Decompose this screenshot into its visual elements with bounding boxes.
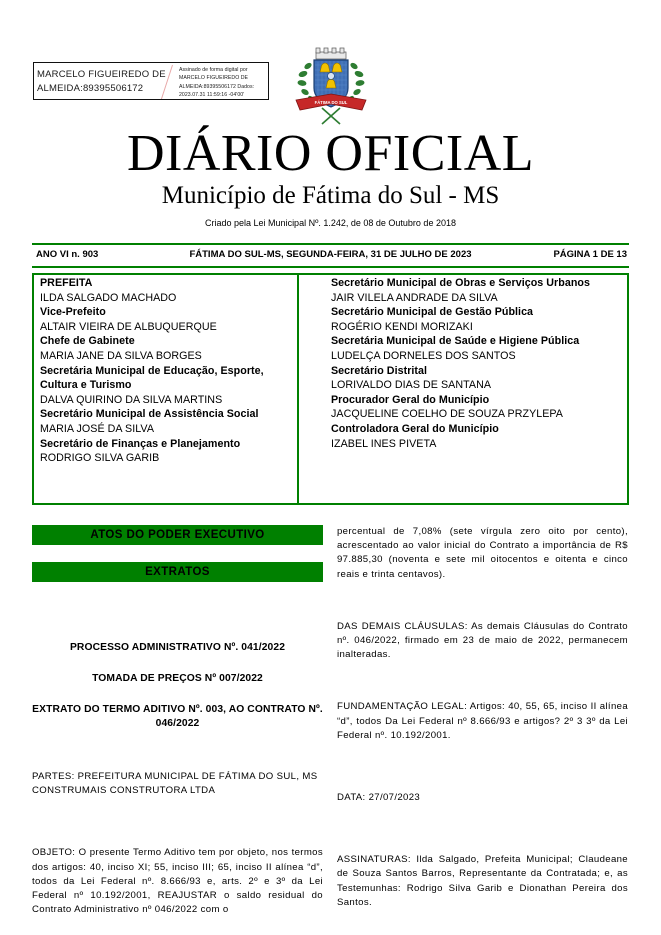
official-name: ROGÉRIO KENDI MORIZAKI — [331, 320, 473, 333]
official-role: Secretário de Finanças e Planejamento — [40, 437, 241, 450]
official-name: JAIR VILELA ANDRADE DA SILVA — [331, 291, 498, 304]
official-role: Controladora Geral do Município — [331, 422, 499, 435]
official-role: Secretário Municipal de Assistência Social — [40, 408, 259, 421]
official-role: Secretário Municipal de Obras e Serviços Urbanos — [331, 277, 590, 289]
official-entry — [331, 422, 621, 451]
official-entry — [331, 334, 621, 363]
official-entry — [331, 393, 621, 422]
municipal-coat-of-arms-icon — [288, 44, 374, 130]
official-name: LUDELÇA DORNELES DOS SANTOS — [331, 349, 516, 362]
page-title: DIÁRIO OFICIAL — [126, 125, 535, 182]
officials-column-right — [331, 276, 621, 451]
official-role: Secretário Distrital — [331, 364, 428, 377]
section-banner-extracts: EXTRATOS — [32, 562, 323, 582]
heading-contract-extract: EXTRATO DO TERMO ADITIVO Nº. 003, AO CONTRATO Nº. 046/2022 — [32, 704, 323, 729]
official-name: RODRIGO SILVA GARIB — [40, 452, 160, 465]
issue-bar-rule-bottom — [32, 266, 629, 268]
digital-signature-stamp — [33, 62, 269, 100]
signature-name-line1: MARCELO FIGUEIREDO DE — [37, 69, 166, 80]
official-name: MARIA JANE DA SILVA BORGES — [40, 349, 202, 362]
official-entry — [331, 276, 621, 305]
issue-page-number: PÁGINA 1 DE 13 — [553, 249, 627, 260]
signature-name-line2: ALMEIDA:89395506172 — [37, 83, 144, 94]
paragraph-legal-basis: FUNDAMENTAÇÃO LEGAL: Artigos: 40, 55, 65, inciso II alínea “d”, todos Da Lei Federal nº 8.666/93 e artigos? 2º 3 3º da Lei Federal nº. 10.192/2001. — [337, 701, 628, 741]
signature-signer-name — [37, 68, 175, 96]
paragraph-objeto-continuation: percentual de 7,08% (sete vírgula zero oito por cento), acrescentado ao valor inicial do Contrato a importância de R$ 97.885,30 (noventa e sete mil oitocentos e oitenta e cinco reais e trinta centavos). — [337, 526, 628, 580]
body-column-left — [32, 525, 323, 917]
official-name: ALTAIR VIEIRA DE ALBUQUERQUE — [40, 320, 217, 333]
body-column-right — [337, 525, 628, 910]
section-banner-executive: ATOS DO PODER EXECUTIVO — [32, 525, 323, 545]
official-entry — [40, 364, 292, 408]
svg-text:FÁTIMA DO SUL: FÁTIMA DO SUL — [314, 100, 348, 105]
issue-bar — [32, 248, 629, 262]
official-name: LORIVALDO DIAS DE SANTANA — [331, 379, 492, 392]
official-name: DALVA QUIRINO DA SILVA MARTINS — [40, 393, 223, 406]
issue-place-date: FÁTIMA DO SUL-MS, SEGUNDA-FEIRA, 31 DE JULHO DE 2023 — [189, 249, 472, 260]
official-entry — [40, 334, 292, 363]
official-entry — [40, 305, 292, 334]
masthead-law-reference: Criado pela Lei Municipal Nº. 1.242, de 08 de Outubro de 2018 — [205, 218, 456, 228]
issue-bar-rule-top — [32, 243, 629, 245]
official-name: ILDA SALGADO MACHADO — [40, 291, 177, 304]
official-entry — [331, 305, 621, 334]
official-role: Secretária Municipal de Saúde e Higiene Pública — [331, 335, 580, 348]
paragraph-objeto: OBJETO: O presente Termo Aditivo tem por objeto, nos termos dos artigos: 40, inciso XI; 55, inciso III; 65, inciso II alínea “d”, todos da Lei Federal nº. 8.666/93 e, arts. 2º e 3º da Lei Federal nº 10.192/2001, REAJUSTAR o saldo residual do Contrato Administrativo nº 046/2022 com o — [32, 847, 323, 916]
official-role: Vice-Prefeito — [40, 306, 106, 319]
official-entry — [40, 437, 292, 466]
official-name: IZABEL INES PIVETA — [331, 437, 437, 450]
official-entry — [40, 276, 292, 305]
official-name: JACQUELINE COELHO DE SOUZA PRZYLEPA — [331, 408, 563, 421]
official-role: Procurador Geral do Município — [331, 393, 490, 406]
masthead-subtitle: Município de Fátima do Sul - MS — [161, 182, 500, 209]
paragraph-signatures: ASSINATURAS: Ilda Salgado, Prefeita Municipal; Claudeane de Souza Santos Barros, Representante da Contratada; e, as Testemunhas: Rodrigo Silva Garib e Dionathan Pereira dos Santos. — [337, 854, 628, 908]
official-entry — [40, 407, 292, 436]
paragraph-parties-company: CONSTRUMAIS CONSTRUTORA LTDA — [32, 785, 216, 797]
paragraph-parties: PARTES: PREFEITURA MUNICIPAL DE FÁTIMA DO SUL, MS — [32, 771, 318, 782]
officials-column-left — [40, 276, 292, 466]
official-role: Secretária Municipal de Educação, Esporte, Cultura e Turismo — [40, 364, 264, 392]
official-role: Secretário Municipal de Gestão Pública — [331, 306, 534, 319]
official-role: Chefe de Gabinete — [40, 335, 135, 348]
heading-bid-process: TOMADA DE PREÇOS Nº 007/2022 — [92, 673, 263, 684]
official-entry — [331, 364, 621, 393]
heading-administrative-process: PROCESSO ADMINISTRATIVO Nº. 041/2022 — [69, 642, 286, 653]
official-role: PREFEITA — [40, 277, 93, 289]
paragraph-date: DATA: 27/07/2023 — [337, 792, 421, 804]
paragraph-remaining-clauses: DAS DEMAIS CLÁUSULAS: As demais Cláusulas do Contrato nº. 046/2022, firmado em 23 de maio de 2022, permanecem inalteradas. — [337, 620, 628, 661]
official-name: MARIA JOSÉ DA SILVA — [40, 422, 154, 435]
signature-details: Assinado de forma digital por MARCELO FIGUEIREDO DE ALMEIDA:89395506172 Dados: 2023.07.31 11:59:16 -04'00' — [179, 67, 255, 98]
issue-year-number: ANO VI n. 903 — [36, 249, 99, 260]
officials-column-divider — [297, 273, 299, 505]
